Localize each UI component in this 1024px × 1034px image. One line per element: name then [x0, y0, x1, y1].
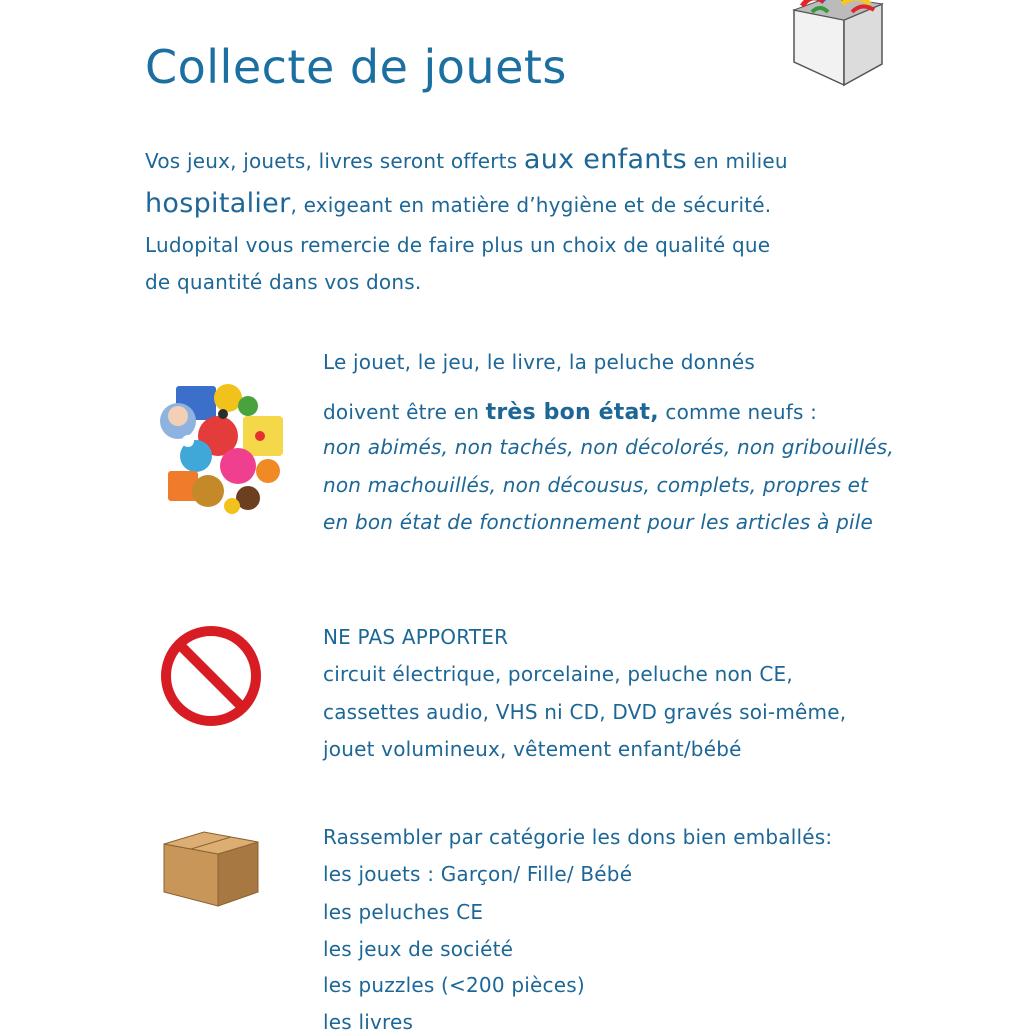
intro-text: , exigeant en matière d’hygiène et de sécurité.: [290, 193, 772, 217]
forbidden-line-1: circuit électrique, porcelaine, peluche non CE,: [323, 662, 793, 686]
intro-line-3: Ludopital vous remercie de faire plus un choix de qualité que: [145, 233, 771, 257]
cardboard-box-icon: [160, 822, 262, 908]
intro-text: Vos jeux, jouets, livres seront offerts: [145, 149, 524, 173]
forbidden-heading: NE PAS APPORTER: [323, 625, 509, 649]
list-item: les jeux de société: [323, 937, 514, 961]
condition-line-4: non machouillés, non décousus, complets, propres et: [323, 473, 869, 497]
forbidden-line-3: jouet volumineux, vêtement enfant/bébé: [323, 737, 742, 761]
packing-heading: Rassembler par catégorie les dons bien emballés:: [323, 825, 833, 849]
condition-line-2: [323, 400, 817, 425]
gift-box-icon: [782, 0, 892, 90]
condition-text: comme neufs :: [658, 400, 818, 424]
list-item: les puzzles (<200 pièces): [323, 973, 585, 997]
list-item: les jouets : Garçon/ Fille/ Bébé: [323, 862, 633, 886]
toys-cluster-icon: [148, 376, 296, 524]
list-item: les livres: [323, 1010, 414, 1034]
prohibited-sign-icon: [158, 623, 264, 729]
intro-emphasis-children: aux enfants: [523, 144, 687, 175]
condition-text: doivent être en: [323, 400, 486, 424]
condition-emphasis: très bon état,: [485, 400, 659, 425]
condition-line-5: en bon état de fonctionnement pour les articles à pile: [323, 510, 874, 534]
intro-text: en milieu: [686, 149, 788, 173]
forbidden-line-2: cassettes audio, VHS ni CD, DVD gravés soi-même,: [323, 700, 847, 724]
page-title: Collecte de jouets: [145, 40, 567, 94]
condition-line-3: non abimés, non tachés, non décolorés, non gribouillés,: [323, 435, 894, 459]
intro-line-2: [145, 188, 771, 219]
list-item: les peluches CE: [323, 900, 484, 924]
intro-line-1: [145, 144, 788, 175]
condition-line-1: Le jouet, le jeu, le livre, la peluche donnés: [323, 350, 755, 374]
intro-line-4: de quantité dans vos dons.: [145, 270, 422, 294]
intro-emphasis-hospital: hospitalier: [145, 188, 291, 219]
